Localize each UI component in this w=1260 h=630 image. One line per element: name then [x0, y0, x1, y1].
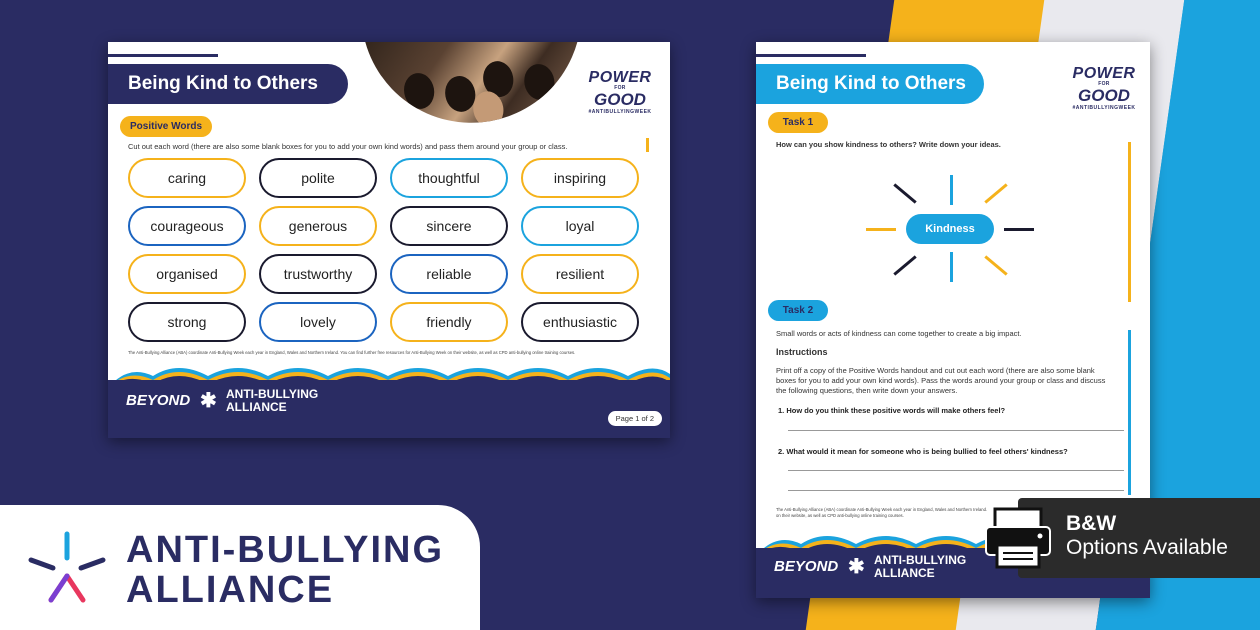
diagram-ray [1004, 228, 1034, 231]
diagram-ray [893, 255, 916, 275]
word-card: lovely [259, 302, 377, 342]
footnote: The Anti-Bullying Alliance (ABA) coordinate Anti-Bullying Week each year in England, Wales and Northern Ireland. [776, 507, 988, 512]
header-rule [756, 54, 866, 57]
question-2: 2. What would it mean for someone who is being bullied to feel others' kindness? [778, 447, 1068, 456]
classroom-photo [361, 42, 598, 140]
word-card: polite [259, 158, 377, 198]
word-card: friendly [390, 302, 508, 342]
word-card: generous [259, 206, 377, 246]
answer-line [788, 490, 1124, 491]
instructions-line: the following questions, then write down your answers. [776, 386, 958, 395]
accent-bar-yellow [1128, 142, 1131, 302]
footnote: on their website, as well as CPD anti-bullying online training courses. [776, 513, 904, 518]
aba-star-icon [25, 528, 109, 608]
power-for-good-logo: POWER FOR GOOD #ANTIBULLYINGWEEK [1072, 65, 1136, 111]
worksheet-title: Being Kind to Others [108, 64, 348, 104]
word-card: reliable [390, 254, 508, 294]
bw-title: B&W [1066, 512, 1117, 535]
word-card: enthusiastic [521, 302, 639, 342]
word-card: caring [128, 158, 246, 198]
aba-footer-logo: ✱ ANTI-BULLYING ALLIANCE [848, 553, 967, 581]
word-card: resilient [521, 254, 639, 294]
kindness-center: Kindness [906, 214, 994, 244]
task2-tag: Task 2 [768, 300, 828, 321]
accent-bar-blue [1128, 330, 1131, 495]
word-card: strong [128, 302, 246, 342]
task1-prompt: How can you show kindness to others? Write down your ideas. [776, 140, 1001, 149]
brand-line-1: ANTI-BULLYING [126, 529, 445, 571]
diagram-ray [950, 175, 953, 205]
word-card: organised [128, 254, 246, 294]
word-card: thoughtful [390, 158, 508, 198]
diagram-ray [984, 183, 1007, 203]
aba-footer-logo: ✱ ANTI-BULLYING ALLIANCE [200, 387, 319, 415]
worksheet-title: Being Kind to Others [756, 64, 984, 104]
worksheet-positive-words [108, 42, 670, 438]
task2-intro: Small words or acts of kindness can come together to create a big impact. [776, 329, 1022, 338]
diagram-ray [950, 252, 953, 282]
word-card: inspiring [521, 158, 639, 198]
task1-tag: Task 1 [768, 112, 828, 133]
question-1: 1. How do you think these positive words will make others feel? [778, 406, 1006, 415]
word-card: trustworthy [259, 254, 377, 294]
header-rule [108, 54, 218, 57]
diagram-ray [984, 255, 1007, 275]
instructions-line: Print off a copy of the Positive Words handout and cut out each word (there are also some blank [776, 366, 1095, 375]
diagram-ray [866, 228, 896, 231]
footer [108, 380, 670, 438]
answer-line [788, 470, 1124, 471]
beyond-logo: BEYOND [774, 558, 839, 575]
power-for-good-logo: POWER FOR GOOD #ANTIBULLYINGWEEK [588, 69, 652, 115]
word-card: sincere [390, 206, 508, 246]
diagram-ray [893, 183, 916, 203]
instructions-line: boxes for you to add your own kind words). Pass the words around your group or class and discuss [776, 376, 1106, 385]
bw-subtitle: Options Available [1066, 536, 1228, 559]
instructions-heading: Instructions [776, 347, 828, 357]
brand-wordmark [126, 530, 444, 610]
printer-icon [983, 505, 1053, 571]
instruction-text: Cut out each word (there are also some blank boxes for you to add your own kind words) and pass them around your group or class. [128, 142, 568, 151]
word-card: loyal [521, 206, 639, 246]
footnote: The Anti-Bullying Alliance (ABA) coordinate Anti-Bullying Week each year in England, Wales and Northern Ireland. You can find further free resources for Anti-Bullying Week on their website, as well as CPD anti-bullying online training courses. [128, 350, 576, 355]
word-card: courageous [128, 206, 246, 246]
beyond-logo: BEYOND [126, 392, 191, 409]
brand-line-2: ALLIANCE [126, 569, 335, 611]
aba-star-icon: ✱ [848, 556, 865, 578]
positive-words-tag: Positive Words [120, 116, 212, 137]
page-indicator: Page 1 of 2 [608, 411, 662, 426]
accent-mark [646, 138, 649, 152]
aba-star-icon: ✱ [200, 390, 217, 412]
answer-line [788, 430, 1124, 431]
word-grid [128, 158, 639, 342]
